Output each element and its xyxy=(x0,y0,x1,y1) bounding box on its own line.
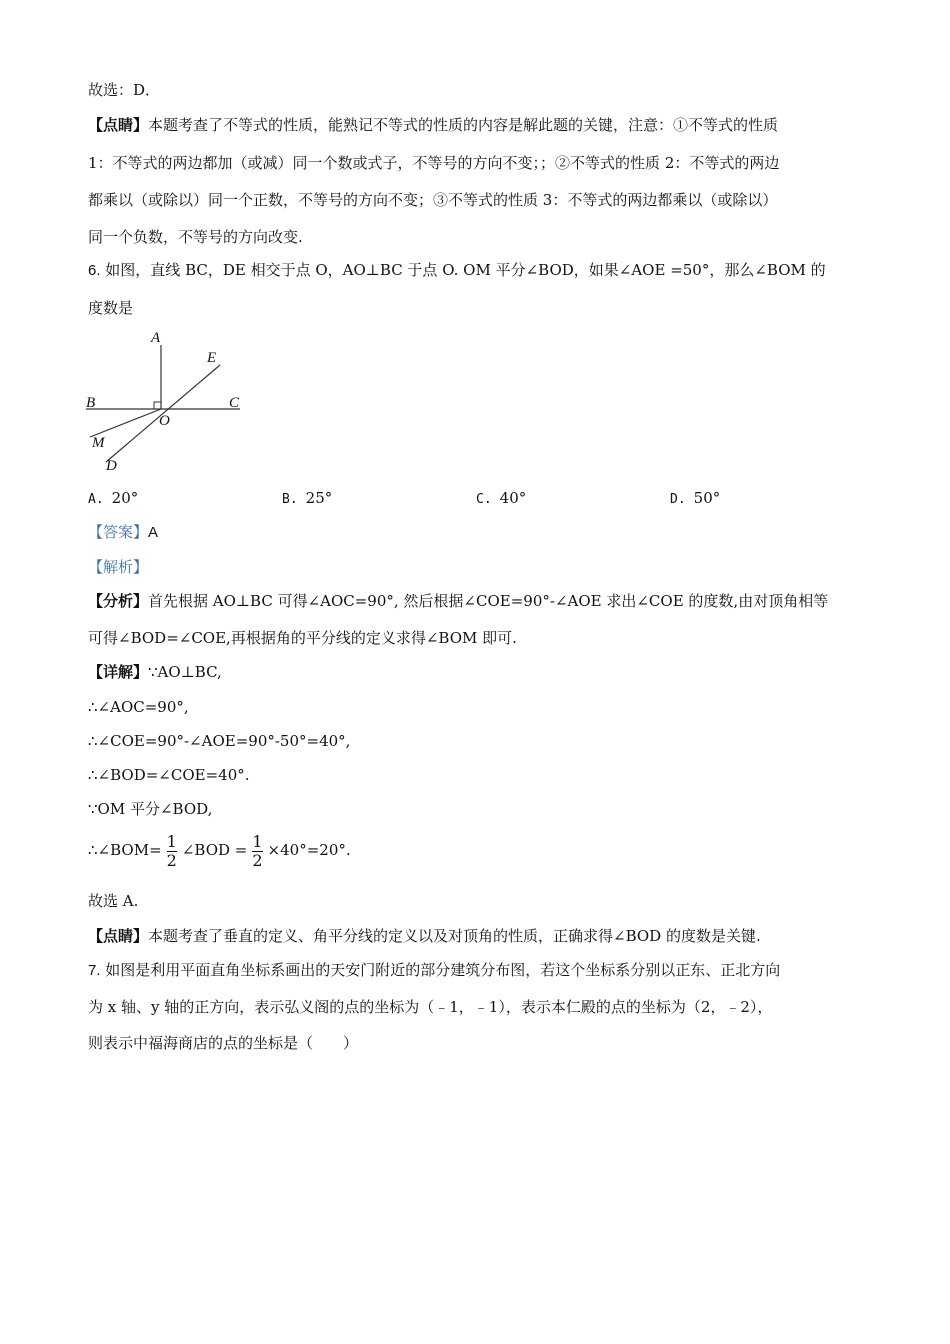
q7-line-2: 为 x 轴、y 轴的正方向，表示弘义阁的点的坐标为（﹣1，﹣1），表示本仁殿的点的坐标为（2，﹣2）， xyxy=(88,998,773,1016)
option-c xyxy=(476,488,526,510)
final-step-line xyxy=(88,830,351,870)
fenxi-line-1 xyxy=(88,591,828,611)
fraction-1 xyxy=(167,833,177,870)
answer-line xyxy=(88,522,158,543)
q7-line-1 xyxy=(88,960,780,981)
answer-value: A xyxy=(148,524,159,541)
option-a-label: A. xyxy=(88,492,104,507)
label-m: M xyxy=(92,435,105,451)
option-b-text: 25° xyxy=(305,489,333,507)
prev-comment-line-2: 1：不等式的两边都加（或减）同一个数或式子，不等号的方向不变；；②不等式的性质 2：不等式的两边 xyxy=(88,154,780,172)
step-1: ∴∠AOC=90°, xyxy=(88,698,189,716)
q7-text-1: 如图是利用平面直角坐标系画出的天安门附近的部分建筑分布图，若这个坐标系分别以正东、正北方向 xyxy=(105,961,781,979)
option-b-label: B. xyxy=(282,492,298,507)
final-suffix: ×40°=20°. xyxy=(267,841,351,859)
answer-tag: 【答案】 xyxy=(88,523,149,541)
detail-line xyxy=(88,662,222,682)
q6-geometry-figure xyxy=(80,325,250,475)
final-middle: ∠BOD = xyxy=(181,841,248,859)
q7-number: 7. xyxy=(88,962,101,979)
label-b: B xyxy=(86,395,96,411)
fraction-2 xyxy=(252,833,262,870)
prev-choice-line: 故选：D． xyxy=(88,81,161,99)
q6-comment-text: 本题考查了垂直的定义、角平分线的定义以及对顶角的性质，正确求得∠BOD 的度数是关键. xyxy=(148,927,761,945)
option-c-label: C. xyxy=(476,492,492,507)
step-2: ∴∠COE=90°-∠AOE=90°-50°=40°, xyxy=(88,732,351,750)
prev-comment-line-3: 都乘以（或除以）同一个正数，不等号的方向不变；③不等式的性质 3：不等式的两边都乘以（或除以） xyxy=(88,191,778,209)
label-d: D xyxy=(106,458,117,474)
q6-choice-line: 故选 A. xyxy=(88,892,139,910)
label-c: C xyxy=(229,395,240,411)
prev-comment-line-4: 同一个负数，不等号的方向改变. xyxy=(88,228,303,246)
detail-tag: 【详解】 xyxy=(88,663,149,681)
q6-comment-line xyxy=(88,926,761,946)
prev-comment-line-1 xyxy=(88,115,778,135)
fenxi-text: 首先根据 AO⊥BC 可得∠AOC=90°, 然后根据∠COE=90°-∠AOE 求出∠COE 的度数,由对顶角相等 xyxy=(148,592,829,610)
q6-number: 6. xyxy=(88,262,101,279)
step-4: ∵OM 平分∠BOD, xyxy=(88,800,213,818)
label-o: O xyxy=(159,413,170,429)
q6-stem-text: 如图，直线 BC，DE 相交于点 O，AO⊥BC 于点 O. OM 平分∠BOD，如果∠AOE =50°，那么∠BOM 的 xyxy=(105,261,826,279)
option-d-text: 50° xyxy=(693,489,721,507)
option-b xyxy=(282,488,332,510)
fenxi-line-2: 可得∠BOD=∠COE,再根据角的平分线的定义求得∠BOM 即可. xyxy=(88,629,517,647)
final-prefix: ∴∠BOM= xyxy=(88,841,162,859)
label-a: A xyxy=(151,330,161,346)
q7-line-3: 则表示中福海商店的点的坐标是（ ） xyxy=(88,1034,359,1052)
right-angle-mark xyxy=(154,402,161,409)
step-3: ∴∠BOD=∠COE=40°. xyxy=(88,766,250,784)
comment-text: 本题考查了不等式的性质，能熟记不等式的性质的内容是解此题的关键，注意：①不等式的性质 xyxy=(148,116,779,134)
q6-stem-line-2: 度数是 xyxy=(88,299,134,317)
comment-tag: 【点睛】 xyxy=(88,116,149,134)
option-d xyxy=(670,488,720,510)
line-om xyxy=(90,409,161,437)
detail-first: ∵AO⊥BC, xyxy=(148,663,222,681)
q6-comment-tag: 【点睛】 xyxy=(88,927,149,945)
option-a xyxy=(88,488,138,510)
fraction-1-den: 2 xyxy=(166,850,177,870)
label-e: E xyxy=(207,350,217,366)
fraction-1-num: 1 xyxy=(166,831,177,851)
fenxi-tag: 【分析】 xyxy=(88,592,149,610)
option-c-text: 40° xyxy=(499,489,527,507)
option-a-text: 20° xyxy=(111,489,139,507)
q6-stem-line-1 xyxy=(88,260,826,281)
fraction-2-num: 1 xyxy=(252,831,263,851)
option-d-label: D. xyxy=(670,492,686,507)
analysis-tag: 【解析】 xyxy=(88,558,149,576)
fraction-2-den: 2 xyxy=(252,850,263,870)
